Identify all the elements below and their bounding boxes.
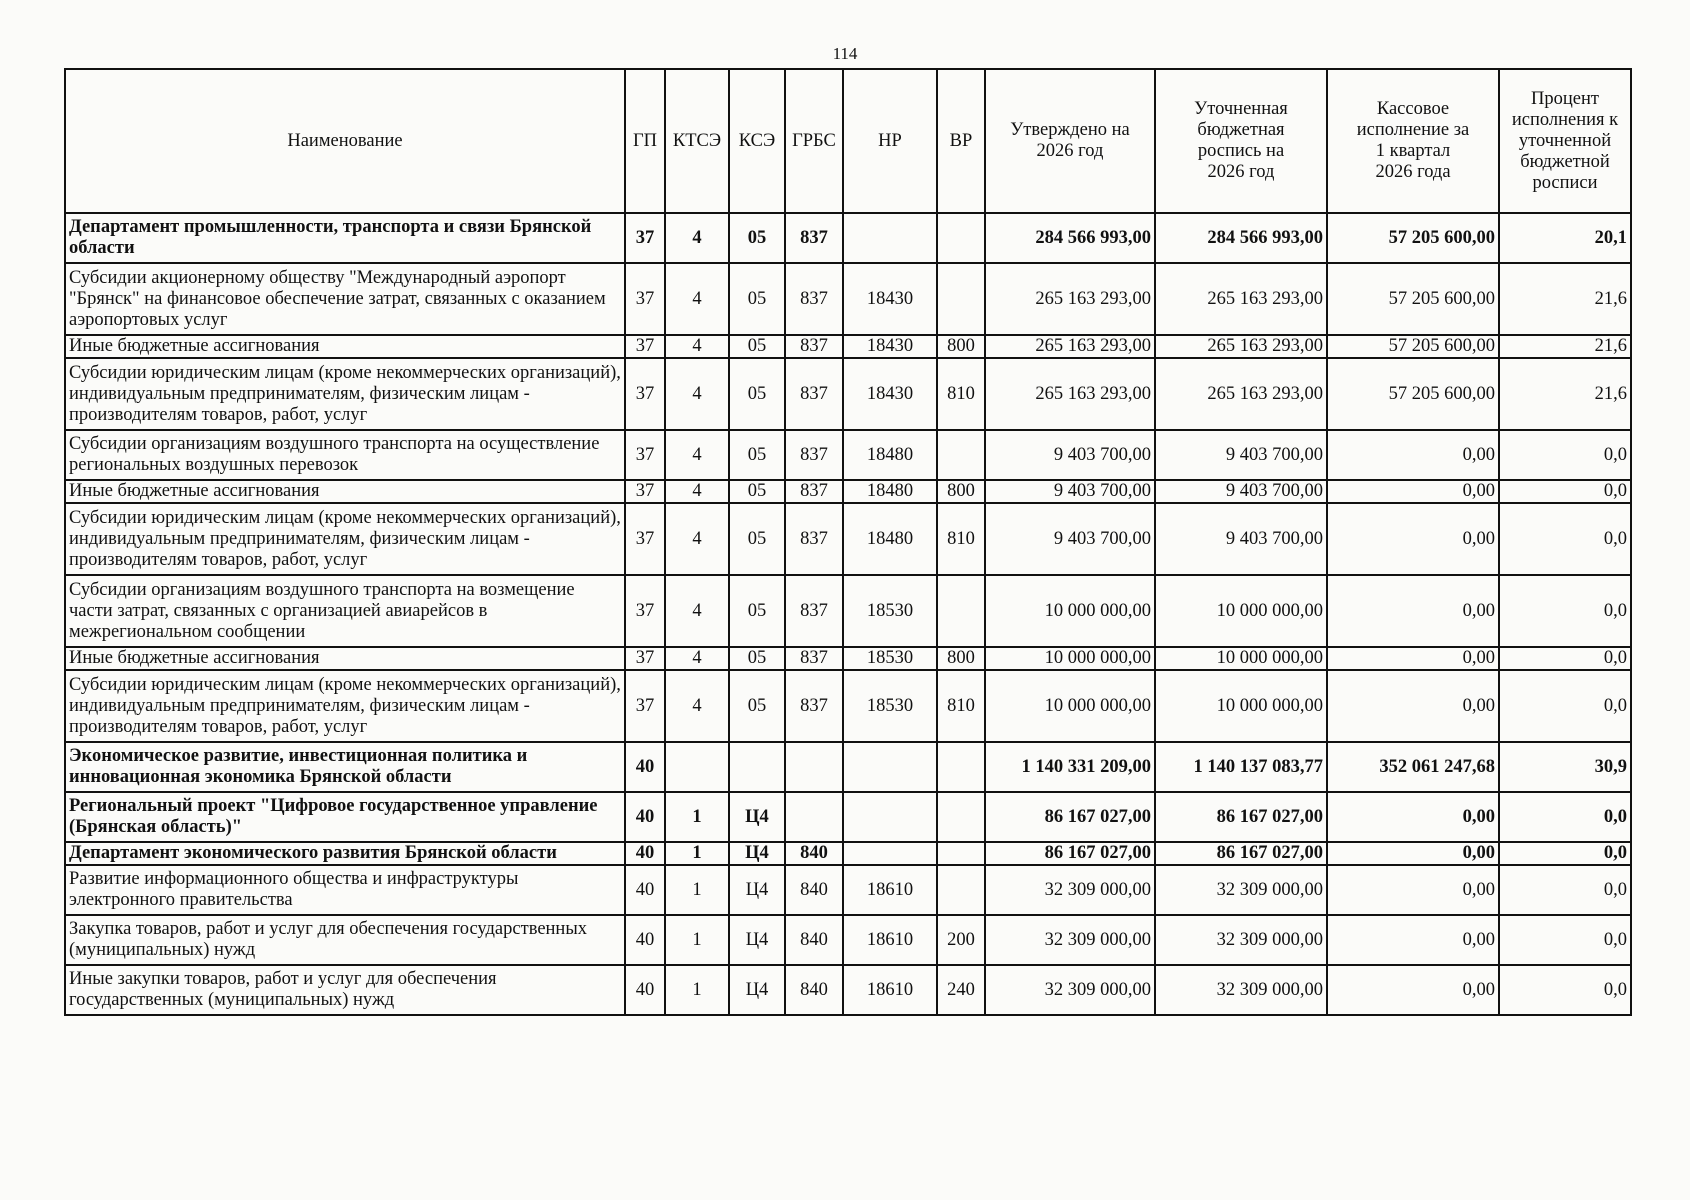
cell-cash: 352 061 247,68 bbox=[1327, 742, 1499, 792]
cell-approved: 10 000 000,00 bbox=[985, 647, 1155, 670]
cell-grbs: 837 bbox=[785, 670, 843, 742]
cell-gp: 37 bbox=[625, 335, 665, 358]
cell-cash: 0,00 bbox=[1327, 670, 1499, 742]
table-row bbox=[65, 742, 1631, 792]
cell-nr: 18610 bbox=[843, 965, 937, 1015]
cell-name: Субсидии юридическим лицам (кроме некоммерческих организаций), индивидуальным предпринимателям, физическим лицам - производителям товаров, работ, услуг bbox=[65, 503, 625, 575]
cell-nr: 18530 bbox=[843, 575, 937, 647]
cell-ktse: 4 bbox=[665, 647, 729, 670]
table-row bbox=[65, 335, 1631, 358]
cell-kse: Ц4 bbox=[729, 792, 785, 842]
cell-percent: 0,0 bbox=[1499, 965, 1631, 1015]
cell-ktse: 1 bbox=[665, 915, 729, 965]
table-row bbox=[65, 263, 1631, 335]
cell-ktse: 4 bbox=[665, 335, 729, 358]
table-row bbox=[65, 503, 1631, 575]
cell-nr: 18430 bbox=[843, 358, 937, 430]
cell-approved: 86 167 027,00 bbox=[985, 842, 1155, 865]
cell-gp: 40 bbox=[625, 965, 665, 1015]
cell-vr bbox=[937, 742, 985, 792]
cell-kse: 05 bbox=[729, 503, 785, 575]
cell-grbs bbox=[785, 742, 843, 792]
cell-percent: 21,6 bbox=[1499, 263, 1631, 335]
cell-grbs: 837 bbox=[785, 647, 843, 670]
cell-grbs: 837 bbox=[785, 213, 843, 263]
cell-vr: 810 bbox=[937, 358, 985, 430]
cell-nr: 18610 bbox=[843, 915, 937, 965]
cell-cash: 57 205 600,00 bbox=[1327, 213, 1499, 263]
cell-cash: 0,00 bbox=[1327, 430, 1499, 480]
cell-refined: 32 309 000,00 bbox=[1155, 865, 1327, 915]
cell-grbs: 837 bbox=[785, 358, 843, 430]
cell-percent: 0,0 bbox=[1499, 865, 1631, 915]
cell-approved: 9 403 700,00 bbox=[985, 480, 1155, 503]
cell-name: Региональный проект "Цифровое государственное управление (Брянская область)" bbox=[65, 792, 625, 842]
cell-percent: 20,1 bbox=[1499, 213, 1631, 263]
col-header-grbs: ГРБС bbox=[785, 69, 843, 213]
cell-name: Субсидии юридическим лицам (кроме некоммерческих организаций), индивидуальным предпринимателям, физическим лицам - производителям товаров, работ, услуг bbox=[65, 670, 625, 742]
cell-kse: Ц4 bbox=[729, 865, 785, 915]
cell-vr: 200 bbox=[937, 915, 985, 965]
cell-approved: 86 167 027,00 bbox=[985, 792, 1155, 842]
cell-vr bbox=[937, 865, 985, 915]
cell-approved: 265 163 293,00 bbox=[985, 358, 1155, 430]
cell-gp: 37 bbox=[625, 213, 665, 263]
cell-ktse bbox=[665, 742, 729, 792]
col-header-vr: ВР bbox=[937, 69, 985, 213]
cell-refined: 86 167 027,00 bbox=[1155, 792, 1327, 842]
cell-approved: 10 000 000,00 bbox=[985, 575, 1155, 647]
cell-ktse: 4 bbox=[665, 263, 729, 335]
cell-grbs bbox=[785, 792, 843, 842]
cell-approved: 265 163 293,00 bbox=[985, 263, 1155, 335]
col-header-refined: Уточненная бюджетная роспись на 2026 год bbox=[1155, 69, 1327, 213]
cell-cash: 0,00 bbox=[1327, 965, 1499, 1015]
cell-refined: 9 403 700,00 bbox=[1155, 430, 1327, 480]
cell-percent: 0,0 bbox=[1499, 480, 1631, 503]
col-header-ktse: КТСЭ bbox=[665, 69, 729, 213]
cell-vr bbox=[937, 263, 985, 335]
page-number: 114 bbox=[832, 44, 858, 63]
cell-name: Иные бюджетные ассигнования bbox=[65, 647, 625, 670]
cell-refined: 10 000 000,00 bbox=[1155, 647, 1327, 670]
cell-nr: 18530 bbox=[843, 647, 937, 670]
col-header-cash: Кассовое исполнение за 1 квартал 2026 года bbox=[1327, 69, 1499, 213]
cell-cash: 0,00 bbox=[1327, 575, 1499, 647]
cell-refined: 10 000 000,00 bbox=[1155, 670, 1327, 742]
cell-name: Департамент экономического развития Брянской области bbox=[65, 842, 625, 865]
table-row bbox=[65, 915, 1631, 965]
cell-approved: 10 000 000,00 bbox=[985, 670, 1155, 742]
cell-approved: 265 163 293,00 bbox=[985, 335, 1155, 358]
cell-refined: 265 163 293,00 bbox=[1155, 335, 1327, 358]
cell-gp: 40 bbox=[625, 915, 665, 965]
cell-kse: Ц4 bbox=[729, 965, 785, 1015]
cell-name: Экономическое развитие, инвестиционная политика и инновационная экономика Брянской области bbox=[65, 742, 625, 792]
cell-refined: 1 140 137 083,77 bbox=[1155, 742, 1327, 792]
cell-nr: 18430 bbox=[843, 335, 937, 358]
cell-grbs: 840 bbox=[785, 842, 843, 865]
cell-grbs: 837 bbox=[785, 335, 843, 358]
cell-kse: 05 bbox=[729, 335, 785, 358]
cell-vr bbox=[937, 575, 985, 647]
cell-refined: 9 403 700,00 bbox=[1155, 480, 1327, 503]
col-header-nr: НР bbox=[843, 69, 937, 213]
cell-kse: 05 bbox=[729, 670, 785, 742]
cell-nr: 18480 bbox=[843, 480, 937, 503]
cell-kse: 05 bbox=[729, 358, 785, 430]
cell-cash: 0,00 bbox=[1327, 647, 1499, 670]
cell-cash: 0,00 bbox=[1327, 865, 1499, 915]
table-row bbox=[65, 575, 1631, 647]
cell-gp: 40 bbox=[625, 792, 665, 842]
cell-name: Департамент промышленности, транспорта и связи Брянской области bbox=[65, 213, 625, 263]
cell-percent: 21,6 bbox=[1499, 358, 1631, 430]
budget-table bbox=[64, 68, 1632, 1016]
cell-ktse: 4 bbox=[665, 430, 729, 480]
cell-percent: 0,0 bbox=[1499, 842, 1631, 865]
cell-percent: 21,6 bbox=[1499, 335, 1631, 358]
cell-vr: 800 bbox=[937, 647, 985, 670]
cell-kse: 05 bbox=[729, 213, 785, 263]
cell-name: Иные бюджетные ассигнования bbox=[65, 480, 625, 503]
cell-nr bbox=[843, 842, 937, 865]
cell-cash: 0,00 bbox=[1327, 915, 1499, 965]
cell-percent: 0,0 bbox=[1499, 915, 1631, 965]
cell-percent: 0,0 bbox=[1499, 647, 1631, 670]
cell-nr: 18430 bbox=[843, 263, 937, 335]
cell-nr bbox=[843, 213, 937, 263]
table-row bbox=[65, 480, 1631, 503]
cell-percent: 0,0 bbox=[1499, 792, 1631, 842]
cell-cash: 0,00 bbox=[1327, 480, 1499, 503]
cell-kse: Ц4 bbox=[729, 842, 785, 865]
cell-cash: 57 205 600,00 bbox=[1327, 263, 1499, 335]
cell-gp: 37 bbox=[625, 670, 665, 742]
cell-grbs: 837 bbox=[785, 430, 843, 480]
cell-nr: 18480 bbox=[843, 503, 937, 575]
cell-nr bbox=[843, 742, 937, 792]
cell-kse: 05 bbox=[729, 647, 785, 670]
table-row bbox=[65, 430, 1631, 480]
table-row bbox=[65, 865, 1631, 915]
cell-vr: 810 bbox=[937, 670, 985, 742]
cell-cash: 57 205 600,00 bbox=[1327, 358, 1499, 430]
cell-nr: 18480 bbox=[843, 430, 937, 480]
cell-grbs: 837 bbox=[785, 575, 843, 647]
cell-nr bbox=[843, 792, 937, 842]
cell-vr: 800 bbox=[937, 335, 985, 358]
cell-vr bbox=[937, 842, 985, 865]
cell-vr: 810 bbox=[937, 503, 985, 575]
cell-vr: 240 bbox=[937, 965, 985, 1015]
cell-refined: 265 163 293,00 bbox=[1155, 263, 1327, 335]
cell-gp: 37 bbox=[625, 575, 665, 647]
cell-refined: 32 309 000,00 bbox=[1155, 965, 1327, 1015]
cell-approved: 284 566 993,00 bbox=[985, 213, 1155, 263]
cell-ktse: 4 bbox=[665, 213, 729, 263]
cell-vr bbox=[937, 792, 985, 842]
cell-gp: 37 bbox=[625, 263, 665, 335]
cell-kse: 05 bbox=[729, 480, 785, 503]
table-row bbox=[65, 965, 1631, 1015]
cell-vr bbox=[937, 213, 985, 263]
cell-gp: 37 bbox=[625, 480, 665, 503]
cell-ktse: 1 bbox=[665, 792, 729, 842]
cell-name: Иные бюджетные ассигнования bbox=[65, 335, 625, 358]
table-row bbox=[65, 842, 1631, 865]
cell-ktse: 1 bbox=[665, 842, 729, 865]
cell-approved: 9 403 700,00 bbox=[985, 430, 1155, 480]
cell-nr: 18610 bbox=[843, 865, 937, 915]
cell-cash: 0,00 bbox=[1327, 503, 1499, 575]
cell-vr: 800 bbox=[937, 480, 985, 503]
cell-ktse: 1 bbox=[665, 865, 729, 915]
col-header-kse: КСЭ bbox=[729, 69, 785, 213]
cell-name: Развитие информационного общества и инфраструктуры электронного правительства bbox=[65, 865, 625, 915]
col-header-percent: Процент исполнения к уточненной бюджетной росписи bbox=[1499, 69, 1631, 213]
cell-grbs: 840 bbox=[785, 965, 843, 1015]
col-header-approved: Утверждено на 2026 год bbox=[985, 69, 1155, 213]
cell-vr bbox=[937, 430, 985, 480]
cell-kse: Ц4 bbox=[729, 915, 785, 965]
cell-grbs: 837 bbox=[785, 503, 843, 575]
cell-name: Иные закупки товаров, работ и услуг для обеспечения государственных (муниципальных) нужд bbox=[65, 965, 625, 1015]
col-header-gp: ГП bbox=[625, 69, 665, 213]
cell-kse bbox=[729, 742, 785, 792]
cell-refined: 284 566 993,00 bbox=[1155, 213, 1327, 263]
cell-ktse: 4 bbox=[665, 670, 729, 742]
cell-ktse: 4 bbox=[665, 480, 729, 503]
cell-refined: 32 309 000,00 bbox=[1155, 915, 1327, 965]
col-header-name: Наименование bbox=[65, 69, 625, 213]
cell-percent: 30,9 bbox=[1499, 742, 1631, 792]
table-row bbox=[65, 647, 1631, 670]
cell-cash: 0,00 bbox=[1327, 792, 1499, 842]
cell-ktse: 4 bbox=[665, 575, 729, 647]
cell-grbs: 837 bbox=[785, 263, 843, 335]
cell-name: Субсидии организациям воздушного транспорта на осуществление региональных воздушных перевозок bbox=[65, 430, 625, 480]
cell-nr: 18530 bbox=[843, 670, 937, 742]
cell-approved: 9 403 700,00 bbox=[985, 503, 1155, 575]
cell-cash: 0,00 bbox=[1327, 842, 1499, 865]
cell-refined: 86 167 027,00 bbox=[1155, 842, 1327, 865]
cell-gp: 37 bbox=[625, 358, 665, 430]
cell-cash: 57 205 600,00 bbox=[1327, 335, 1499, 358]
cell-gp: 37 bbox=[625, 430, 665, 480]
cell-percent: 0,0 bbox=[1499, 575, 1631, 647]
table-row bbox=[65, 213, 1631, 263]
cell-gp: 40 bbox=[625, 842, 665, 865]
table-row bbox=[65, 670, 1631, 742]
cell-name: Закупка товаров, работ и услуг для обеспечения государственных (муниципальных) нужд bbox=[65, 915, 625, 965]
cell-gp: 40 bbox=[625, 742, 665, 792]
cell-grbs: 840 bbox=[785, 915, 843, 965]
table-row bbox=[65, 358, 1631, 430]
cell-approved: 32 309 000,00 bbox=[985, 915, 1155, 965]
cell-gp: 37 bbox=[625, 503, 665, 575]
cell-ktse: 4 bbox=[665, 358, 729, 430]
cell-ktse: 4 bbox=[665, 503, 729, 575]
cell-refined: 265 163 293,00 bbox=[1155, 358, 1327, 430]
cell-name: Субсидии организациям воздушного транспорта на возмещение части затрат, связанных с организацией авиарейсов в межрегиональном сообщении bbox=[65, 575, 625, 647]
cell-percent: 0,0 bbox=[1499, 670, 1631, 742]
cell-approved: 32 309 000,00 bbox=[985, 865, 1155, 915]
cell-refined: 9 403 700,00 bbox=[1155, 503, 1327, 575]
cell-name: Субсидии юридическим лицам (кроме некоммерческих организаций), индивидуальным предпринимателям, физическим лицам - производителям товаров, работ, услуг bbox=[65, 358, 625, 430]
cell-ktse: 1 bbox=[665, 965, 729, 1015]
header-row bbox=[65, 69, 1631, 213]
cell-percent: 0,0 bbox=[1499, 430, 1631, 480]
cell-kse: 05 bbox=[729, 430, 785, 480]
cell-gp: 37 bbox=[625, 647, 665, 670]
cell-approved: 1 140 331 209,00 bbox=[985, 742, 1155, 792]
cell-refined: 10 000 000,00 bbox=[1155, 575, 1327, 647]
cell-percent: 0,0 bbox=[1499, 503, 1631, 575]
cell-grbs: 837 bbox=[785, 480, 843, 503]
cell-kse: 05 bbox=[729, 263, 785, 335]
cell-approved: 32 309 000,00 bbox=[985, 965, 1155, 1015]
cell-name: Субсидии акционерному обществу "Международный аэропорт "Брянск" на финансовое обеспечение затрат, связанных с оказанием аэропортовых услуг bbox=[65, 263, 625, 335]
cell-gp: 40 bbox=[625, 865, 665, 915]
table-row bbox=[65, 792, 1631, 842]
cell-grbs: 840 bbox=[785, 865, 843, 915]
cell-kse: 05 bbox=[729, 575, 785, 647]
